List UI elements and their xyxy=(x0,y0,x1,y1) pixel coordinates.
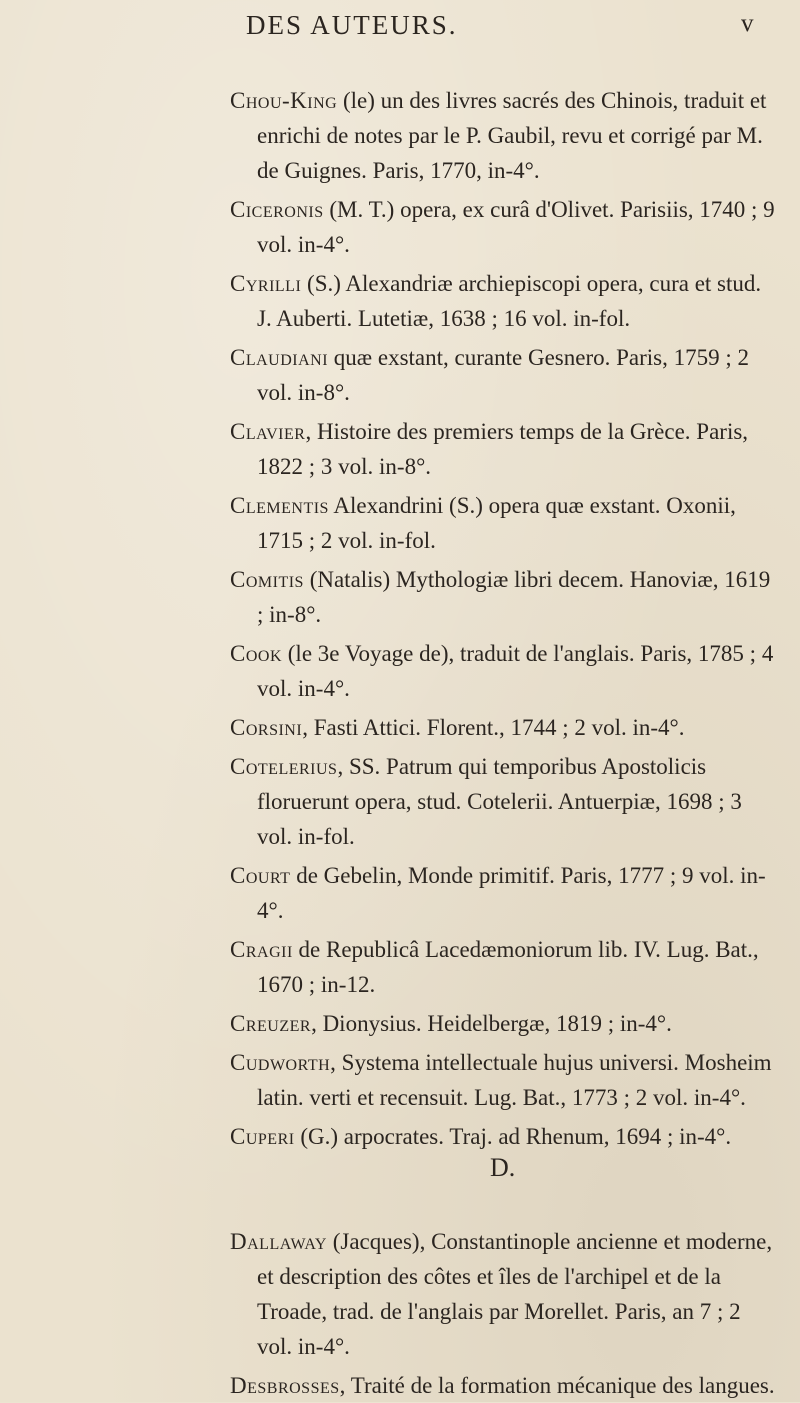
bibliography-entry: Cyrilli (S.) Alexandriæ archiepiscopi opera, cura et stud. J. Auberti. Lutetiæ, 1638 ; 16 vol. in-fol. xyxy=(230,271,762,331)
running-title: DES AUTEURS. xyxy=(246,10,458,40)
page-number: v xyxy=(741,10,754,37)
bibliography-entry: Corsini, Fasti Attici. Florent., 1744 ; 2 vol. in-4°. xyxy=(230,715,685,740)
bibliography-entry: Cook (le 3e Voyage de), traduit de l'anglais. Paris, 1785 ; 4 vol. in-4°. xyxy=(230,641,774,701)
bibliography-entry: Clavier, Histoire des premiers temps de la Grèce. Paris, 1822 ; 3 vol. in-8°. xyxy=(230,419,749,479)
bibliography-entry: Desbrosses, Traité de la formation mécanique des langues. xyxy=(230,1373,775,1398)
bibliography-entry: Claudiani quæ exstant, curante Gesnero. Paris, 1759 ; 2 vol. in-8°. xyxy=(230,345,749,405)
page-header xyxy=(0,10,800,50)
bibliography-entry: Cotelerius, SS. Patrum qui temporibus Apostolicis floruerunt opera, stud. Cotelerii. Antuerpiæ, 1698 ; 3 vol. in-fol. xyxy=(230,754,742,849)
bibliography-entry: Court de Gebelin, Monde primitif. Paris, 1777 ; 9 vol. in-4°. xyxy=(230,863,766,923)
bibliography-entry: Cuperi (G.) arpocrates. Traj. ad Rhenum, 1694 ; in-4°. xyxy=(230,1124,732,1149)
bibliography-entry: Creuzer, Dionysius. Heidelbergæ, 1819 ; in-4°. xyxy=(230,1011,672,1036)
section-heading-d: D. xyxy=(490,1153,516,1182)
bibliography-entry: Dallaway (Jacques), Constantinople ancienne et moderne, et description des côtes et îles de l'archipel et de la Troade, trad. de l'anglais par Morellet. Paris, an 7 ; 2 vol. in-4°. xyxy=(230,1229,773,1359)
bibliography-entry: Comitis (Natalis) Mythologiæ libri decem. Hanoviæ, 1619 ; in-8°. xyxy=(230,567,771,627)
bibliography-entry: Clementis Alexandrini (S.) opera quæ exstant. Oxonii, 1715 ; 2 vol. in-fol. xyxy=(230,493,736,553)
bibliography-entry: Ciceronis (M. T.) opera, ex curâ d'Olivet. Parisiis, 1740 ; 9 vol. in-4°. xyxy=(230,197,775,257)
bibliography-entry: Cudworth, Systema intellectuale hujus universi. Mosheim latin. verti et recensuit. Lug. Bat., 1773 ; 2 vol. in-4°. xyxy=(230,1050,772,1110)
bibliography-entry: Chou-King (le) un des livres sacrés des Chinois, traduit et enrichi de notes par le P. Gaubil, revu et corrigé par M. de Guignes. Paris, 1770, in-4°. xyxy=(230,88,767,183)
bibliography-entry: Cragii de Republicâ Lacedæmoniorum lib. IV. Lug. Bat., 1670 ; in-12. xyxy=(230,937,759,997)
